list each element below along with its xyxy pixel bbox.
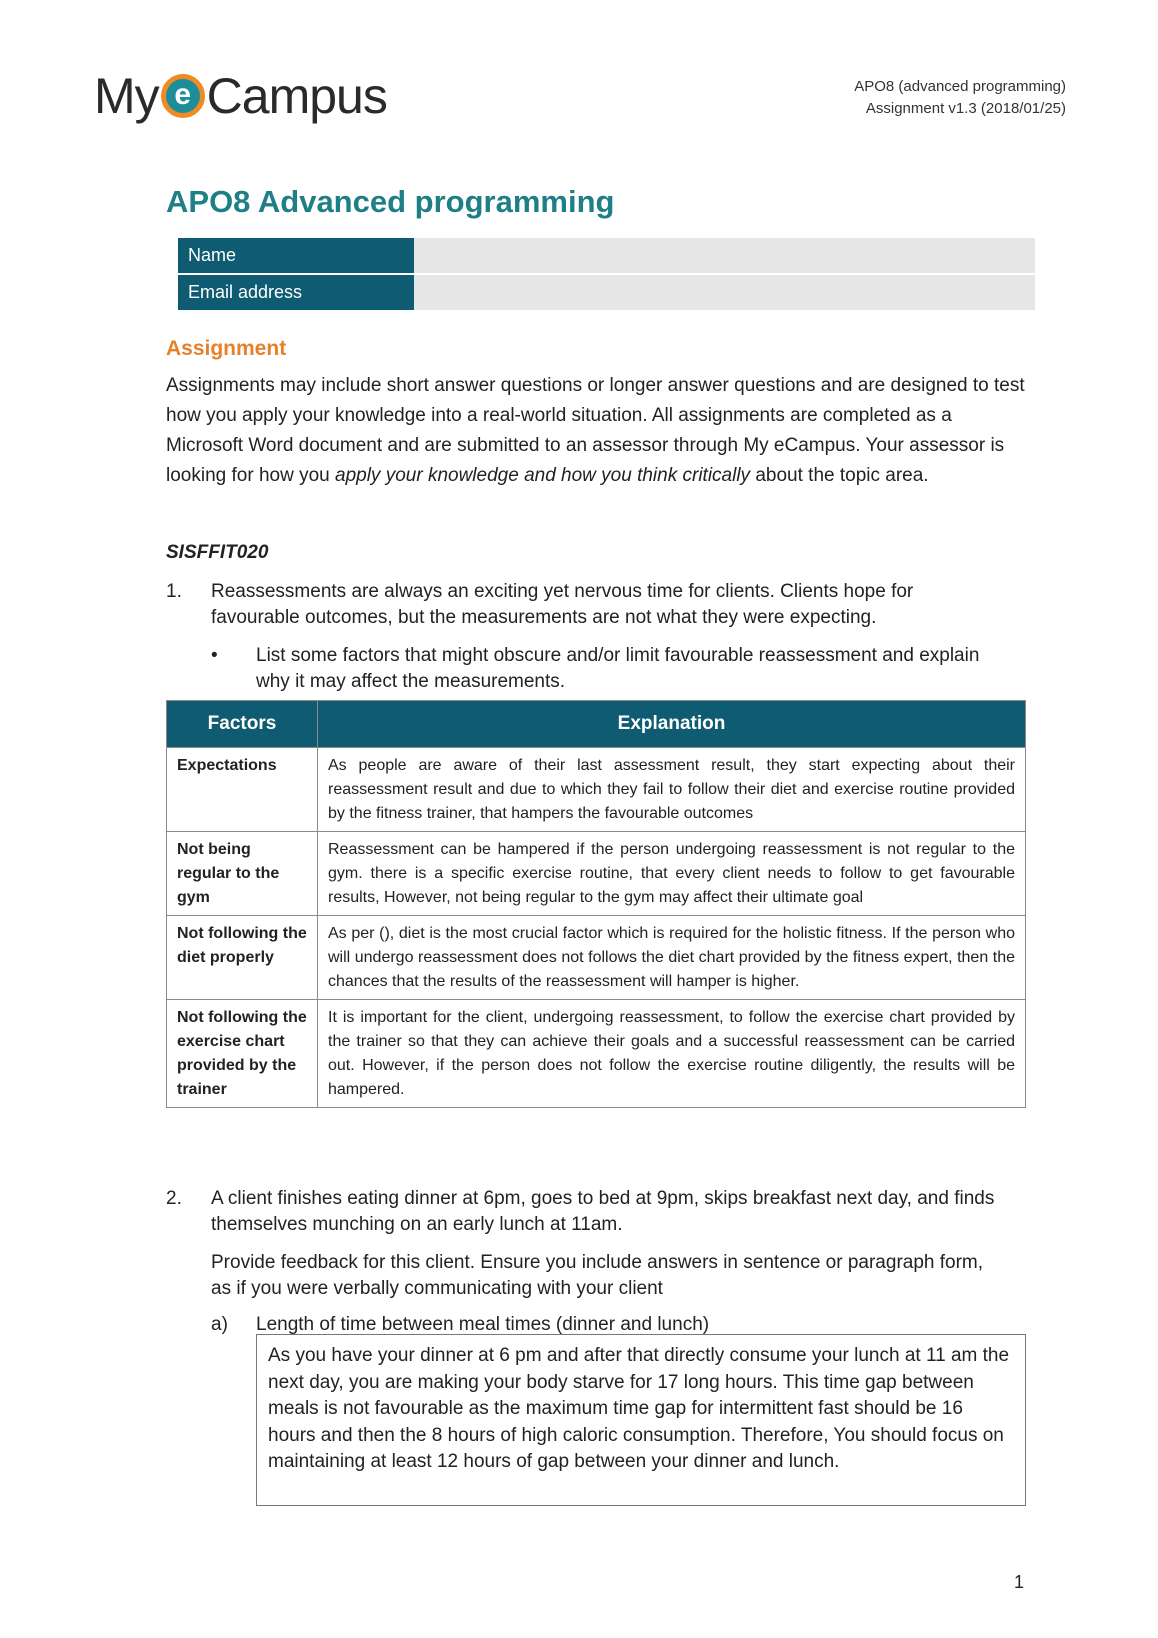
- question-2-instructions: [211, 1250, 1041, 1302]
- assignment-description: [166, 371, 1026, 491]
- factors-table: [166, 700, 1026, 1108]
- logo-campus: Campus: [206, 68, 387, 124]
- factor-cell: Expectations: [167, 748, 318, 832]
- question-2-line-1: A client finishes eating dinner at 6pm, goes to bed at 9pm, skips breakfast next day, and finds: [211, 1188, 995, 1209]
- question-2a-label: a): [211, 1314, 228, 1335]
- question-2a-text: Length of time between meal times (dinner and lunch): [256, 1314, 710, 1335]
- question-2-instr-2: as if you were verbally communicating with your client: [211, 1278, 663, 1299]
- question-1-bullet-item: [211, 643, 1041, 695]
- page-number: 1: [1014, 1572, 1025, 1592]
- bullet-icon: •: [211, 645, 218, 666]
- explanation-cell: Reassessment can be hampered if the person undergoing reassessment is not regular to the gym. there is a specific exercise routine, that every client needs to follow to get favourable results, However, not being regular to the gym may affect their ultimate goal: [318, 832, 1026, 916]
- factor-cell: Not following the diet properly: [167, 916, 318, 1000]
- question-2-number: 2.: [166, 1188, 182, 1209]
- question-1-line-2: favourable outcomes, but the measurements are not what they were expecting.: [211, 607, 877, 628]
- answer-box[interactable]: As you have your dinner at 6 pm and after that directly consume your lunch at 11 am the next day, you are making your body starve for 17 long hours. This time gap between meals is not favourable as the maximum time gap for intermittent fast should be 16 hours and then the 8 hours of high caloric consumption. Therefore, You should focus on maintaining at least 12 hours of gap between your dinner and lunch.: [256, 1334, 1026, 1506]
- table-row: [167, 832, 1026, 916]
- question-1-number: 1.: [166, 581, 182, 602]
- mycampus-logo: [94, 66, 387, 126]
- assignment-heading: Assignment: [166, 337, 287, 360]
- question-1-text: [211, 579, 913, 631]
- email-label: Email address: [178, 275, 414, 310]
- email-row: [178, 275, 1035, 310]
- question-2: [166, 1186, 1046, 1238]
- name-label: Name: [178, 238, 414, 273]
- logo-my: My: [94, 68, 159, 124]
- email-field[interactable]: [414, 275, 1035, 310]
- course-name: APO8 (advanced programming): [854, 78, 1066, 95]
- table-row: [167, 748, 1026, 832]
- factors-header: Factors: [167, 701, 318, 748]
- factor-cell: Not being regular to the gym: [167, 832, 318, 916]
- name-field[interactable]: [414, 238, 1035, 273]
- table-row: [167, 1000, 1026, 1108]
- page-title: APO8 Advanced programming: [166, 184, 615, 219]
- question-1-sub-line-2: why it may affect the measurements.: [256, 671, 566, 692]
- unit-code: SISFFIT020: [166, 542, 269, 563]
- logo-e: e: [174, 77, 191, 111]
- assignment-version: Assignment v1.3 (2018/01/25): [865, 100, 1066, 117]
- explanation-cell: As people are aware of their last assessment result, they start expecting about their reassessment result and due to which they fail to follow their diet and exercise routine provided by the fitness trainer, that hampers the favourable outcomes: [318, 748, 1026, 832]
- header-info: [854, 76, 1066, 120]
- logo-e-icon: [161, 74, 205, 118]
- factor-cell: Not following the exercise chart provided by the trainer: [167, 1000, 318, 1108]
- explanation-cell: It is important for the client, undergoing reassessment, to follow the exercise chart provided by the trainer so that they can achieve their goals and a successful reassessment can be carried out. However, if the person does not follow the exercise routine diligently, the results will be hampered.: [318, 1000, 1026, 1108]
- question-2-text: [211, 1186, 994, 1238]
- identity-table: [178, 238, 1035, 312]
- explanation-header: Explanation: [318, 701, 1026, 748]
- assignment-text-emphasis: apply your knowledge and how you think critically: [335, 465, 751, 486]
- question-1: [166, 579, 1036, 631]
- name-row: [178, 238, 1035, 273]
- question-1-sub-text: [256, 643, 979, 695]
- factors-table-header: [167, 701, 1026, 748]
- assignment-text-1: Assignments may include short answer questions or longer answer questions and are designed to test how you apply your knowledge into a real-world situation. All assignments are completed as a Microsoft Word document and are submitted to an assessor through My eCampus. Your assessor is looking for how you: [166, 375, 1025, 486]
- question-2-instr-1: Provide feedback for this client. Ensure you include answers in sentence or paragraph form,: [211, 1252, 984, 1273]
- explanation-cell: As per (), diet is the most crucial factor which is required for the holistic fitness. If the person who will undergo reassessment does not follows the diet chart provided by the fitness expert, then the chances that the results of the reassessment will hamper is higher.: [318, 916, 1026, 1000]
- question-1-line-1: Reassessments are always an exciting yet nervous time for clients. Clients hope for: [211, 581, 914, 602]
- table-row: [167, 916, 1026, 1000]
- question-2-line-2: themselves munching on an early lunch at 11am.: [211, 1214, 623, 1235]
- question-1-sub-line-1: List some factors that might obscure and/or limit favourable reassessment and explain: [256, 645, 980, 666]
- assignment-text-2: about the topic area.: [750, 465, 929, 486]
